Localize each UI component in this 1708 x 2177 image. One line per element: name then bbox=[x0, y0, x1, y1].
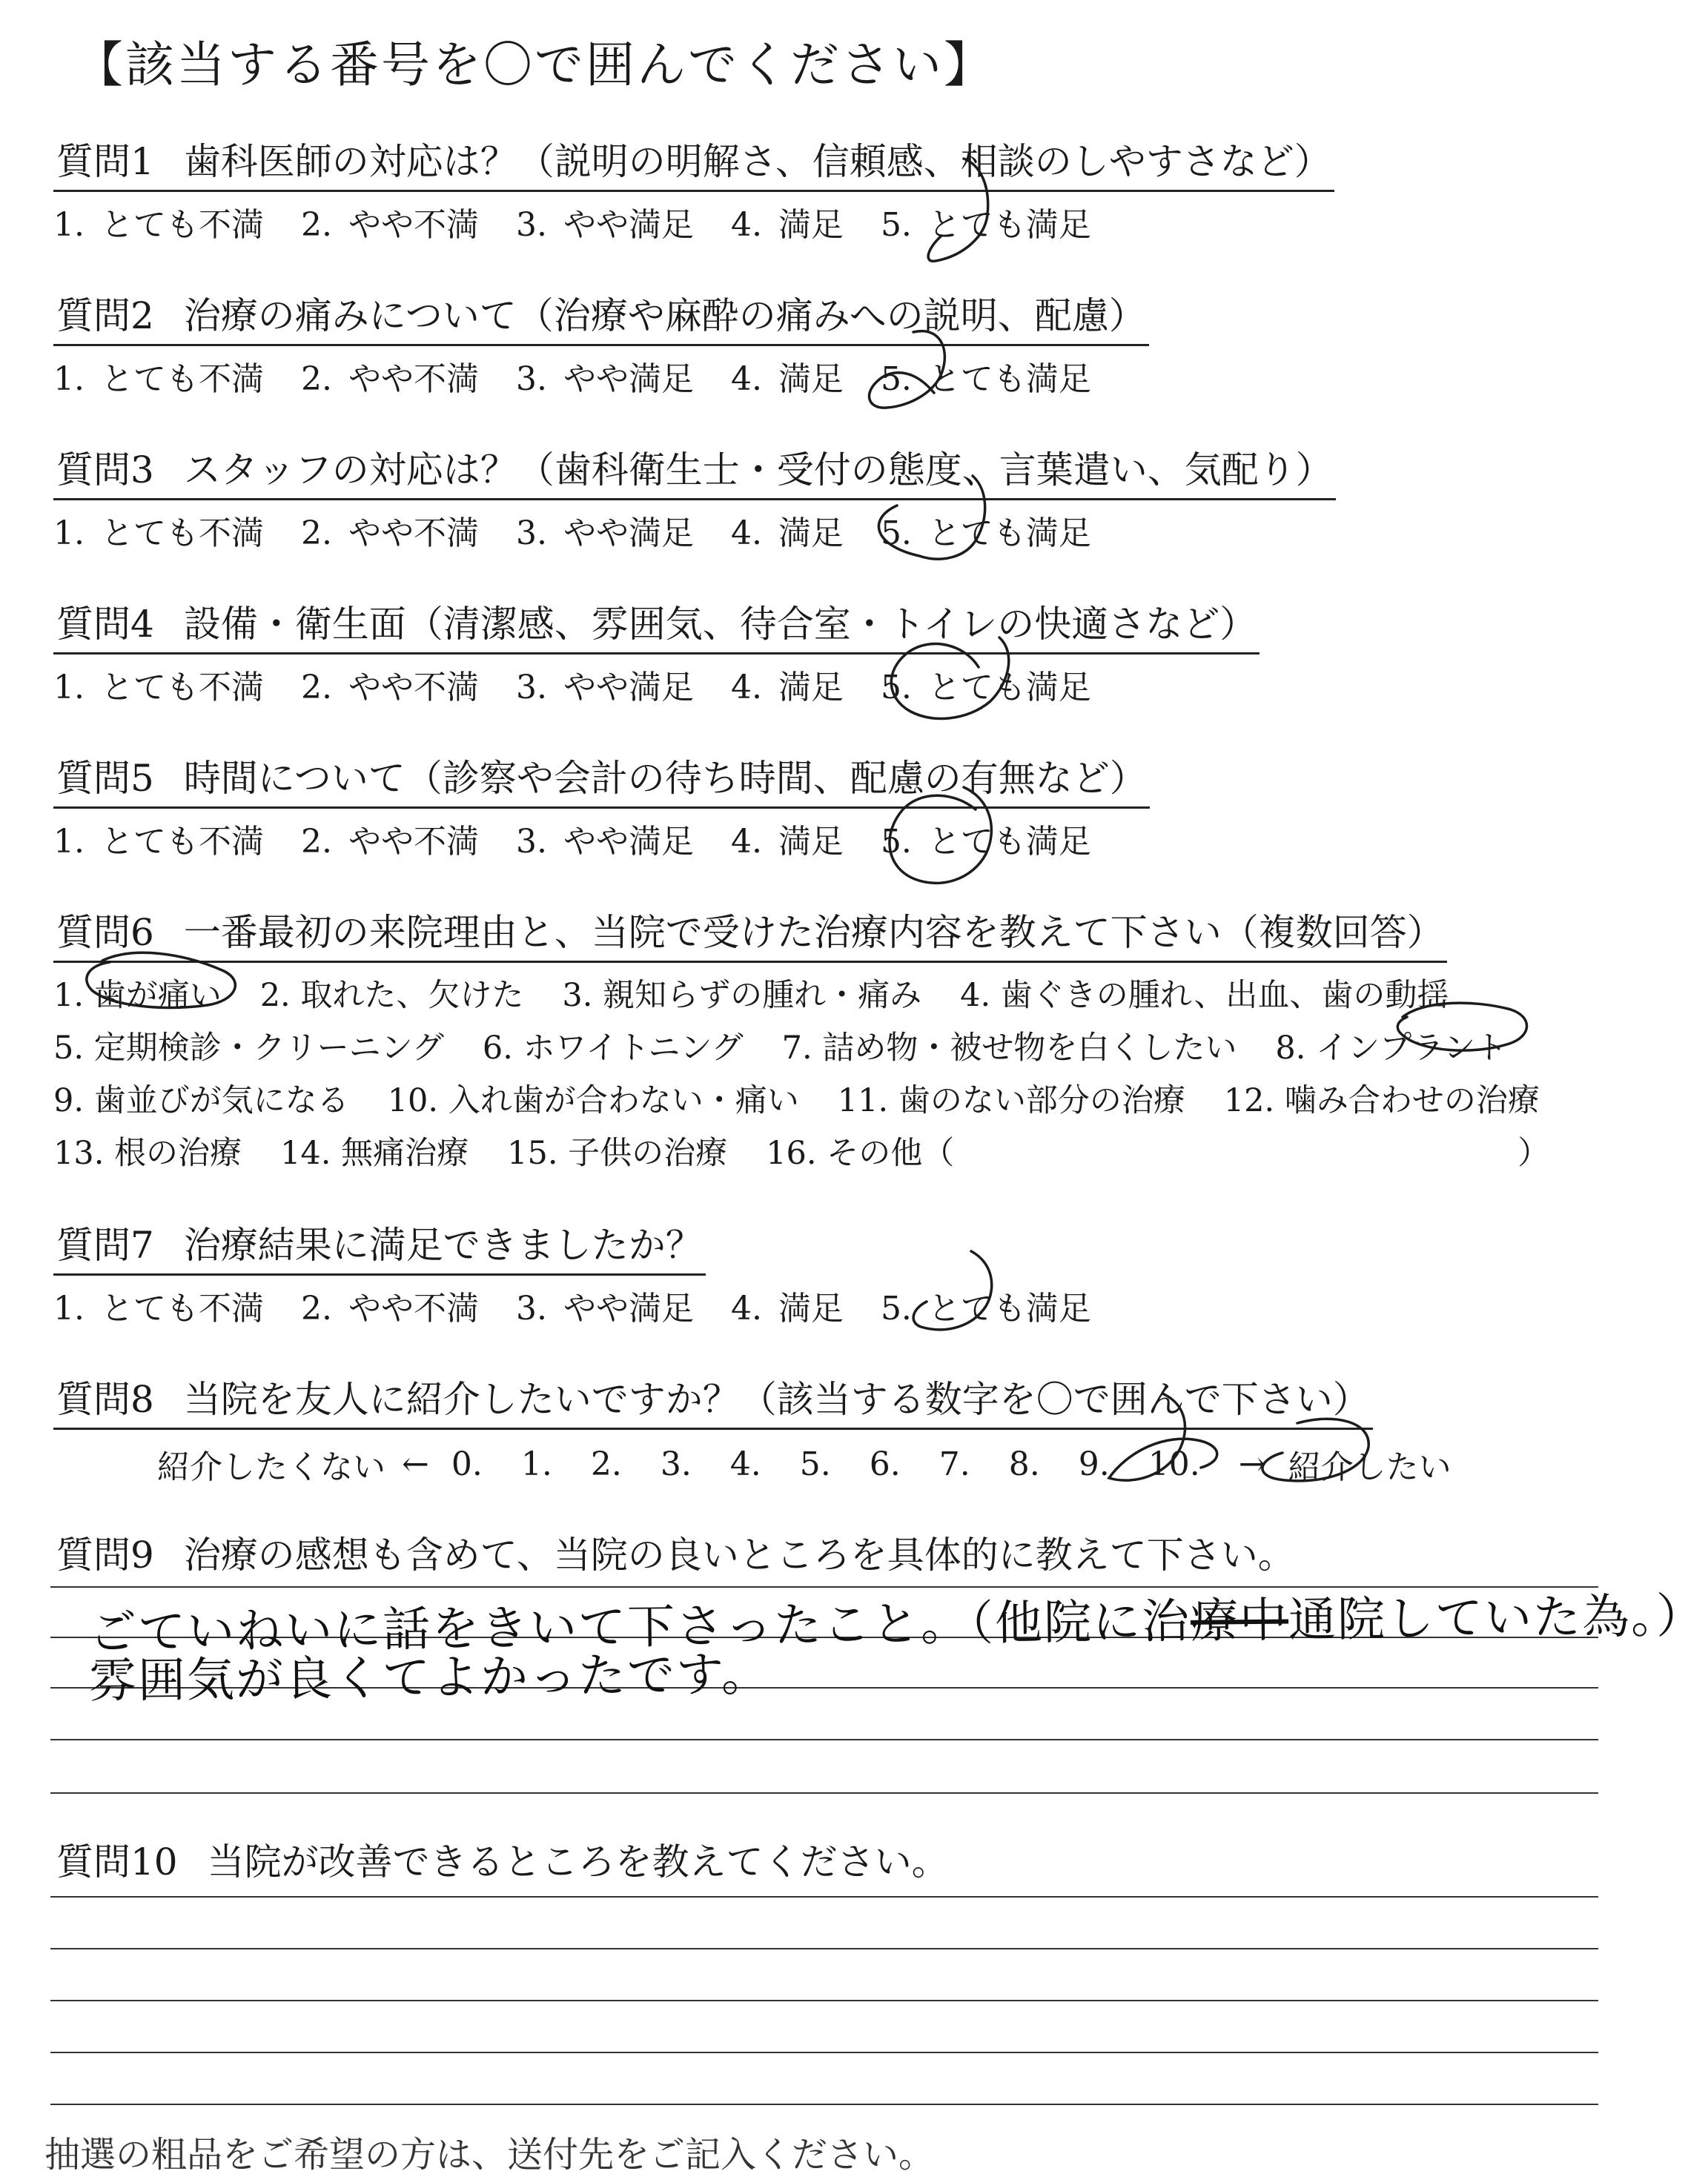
option-4[interactable]: 4. 満足 bbox=[730, 1290, 844, 1328]
question-8-number: 質問8 bbox=[56, 1378, 154, 1421]
option-2[interactable]: 2. やや不満 bbox=[300, 514, 479, 552]
question-1-number: 質問1 bbox=[56, 140, 154, 183]
option-2[interactable]: 2. やや不満 bbox=[300, 1290, 479, 1328]
question-9-number: 質問9 bbox=[56, 1534, 154, 1577]
question-7-heading bbox=[53, 1216, 706, 1276]
question-4-number: 質問4 bbox=[56, 603, 154, 646]
question-9 bbox=[53, 1525, 1298, 1583]
answer-line-10-1 bbox=[50, 1896, 1598, 1898]
option-3[interactable]: 3. やや満足 bbox=[515, 514, 694, 552]
reason-option-7[interactable]: 7. 詰め物・被せ物を白くしたい bbox=[781, 1030, 1237, 1067]
question-4-heading bbox=[53, 594, 1260, 655]
option-4[interactable]: 4. 満足 bbox=[730, 669, 844, 706]
reason-option-6[interactable]: 6. ホワイトニング bbox=[482, 1030, 744, 1067]
footer-note: 抽選の粗品をご希望の方は、送付先をご記入ください。 bbox=[44, 2134, 935, 2176]
question-10 bbox=[53, 1832, 952, 1890]
question-3 bbox=[53, 440, 1336, 554]
reason-option-11[interactable]: 11. 歯のない部分の治療 bbox=[837, 1082, 1185, 1119]
option-3[interactable]: 3. やや満足 bbox=[515, 669, 694, 706]
question-4-options bbox=[53, 660, 1260, 708]
option-3[interactable]: 3. やや満足 bbox=[515, 360, 694, 398]
handwritten-answer-line-1: ごていねいに話をきいて下さったこと。（他院に治療中通院していた為。） bbox=[88, 1588, 1706, 1661]
question-5-text: 時間について（診察や会計の待ち時間、配慮の有無など） bbox=[183, 757, 1147, 800]
option-4[interactable]: 4. 満足 bbox=[730, 206, 844, 244]
question-1 bbox=[53, 132, 1334, 245]
question-6-row-2 bbox=[53, 1023, 1588, 1068]
answer-line-10-4 bbox=[50, 2052, 1598, 2053]
reason-option-14[interactable]: 14. 無痛治療 bbox=[280, 1135, 469, 1172]
scale-option-10[interactable]: 10. bbox=[1148, 1445, 1200, 1483]
question-4-text: 設備・衛生面（清潔感、雰囲気、待合室・トイレの快適さなど） bbox=[183, 603, 1257, 646]
option-1[interactable]: 1. とても不満 bbox=[53, 1290, 264, 1328]
question-6-row-1 bbox=[53, 970, 1588, 1015]
option-3[interactable]: 3. やや満足 bbox=[515, 1290, 694, 1328]
answer-line-10-2 bbox=[50, 1948, 1598, 1949]
question-3-heading bbox=[53, 440, 1336, 500]
question-2-heading bbox=[53, 286, 1149, 346]
question-9-text: 治療の感想も含めて、当院の良いところを具体的に教えて下さい。 bbox=[183, 1534, 1295, 1577]
scale-option-7[interactable]: 7. bbox=[939, 1445, 970, 1483]
other-close-paren: ） bbox=[1517, 1135, 1550, 1172]
scale-option-5[interactable]: 5. bbox=[799, 1445, 831, 1483]
option-1[interactable]: 1. とても不満 bbox=[53, 823, 264, 861]
reason-option-8[interactable]: 8. インプラント bbox=[1275, 1030, 1508, 1067]
option-5[interactable]: 5. とても満足 bbox=[880, 1290, 1091, 1328]
question-7-text: 治療結果に満足できましたか？ bbox=[183, 1224, 703, 1267]
question-8-text: 当院を友人に紹介したいですか？（該当する数字を〇で囲んで下さい） bbox=[183, 1378, 1370, 1421]
question-10-number: 質問10 bbox=[56, 1840, 178, 1883]
option-1[interactable]: 1. とても不満 bbox=[53, 360, 264, 398]
option-5[interactable]: 5. とても満足 bbox=[880, 823, 1091, 861]
question-3-text: スタッフの対応は？（歯科衛生士・受付の態度、言葉遣い、気配り） bbox=[183, 448, 1333, 491]
question-5 bbox=[53, 749, 1150, 862]
option-2[interactable]: 2. やや不満 bbox=[300, 669, 479, 706]
question-3-number: 質問3 bbox=[56, 448, 154, 491]
option-1[interactable]: 1. とても不満 bbox=[53, 206, 264, 244]
referral-left-label: 紹介したくない bbox=[157, 1448, 385, 1486]
reason-option-15[interactable]: 15. 子供の治療 bbox=[507, 1135, 728, 1172]
reason-option-2[interactable]: 2. 取れた、欠けた bbox=[259, 977, 524, 1014]
option-2[interactable]: 2. やや不満 bbox=[300, 823, 479, 861]
reason-option-3[interactable]: 3. 親知らずの腫れ・痛み bbox=[562, 977, 922, 1014]
question-9-heading bbox=[53, 1525, 1298, 1583]
scale-option-2[interactable]: 2. bbox=[590, 1445, 622, 1483]
reason-option-9[interactable]: 9. 歯並びが気になる bbox=[53, 1082, 349, 1119]
right-arrow-icon: → bbox=[1238, 1445, 1266, 1483]
question-2-options bbox=[53, 352, 1149, 400]
question-5-heading bbox=[53, 749, 1150, 809]
question-7-options bbox=[53, 1282, 1128, 1329]
left-arrow-icon: ← bbox=[402, 1445, 429, 1483]
scale-option-4[interactable]: 4. bbox=[729, 1445, 761, 1483]
handwritten-answer-line-2: 雰囲気が良くてよかったです。 bbox=[88, 1647, 771, 1709]
option-3[interactable]: 3. やや満足 bbox=[515, 823, 694, 861]
question-6 bbox=[53, 903, 1588, 1173]
question-8-heading bbox=[53, 1370, 1373, 1430]
option-5[interactable]: 5. とても満足 bbox=[880, 669, 1091, 706]
question-6-row-3 bbox=[53, 1076, 1588, 1121]
question-2 bbox=[53, 286, 1149, 400]
scale-option-8[interactable]: 8. bbox=[1008, 1445, 1040, 1483]
question-3-options bbox=[53, 506, 1336, 554]
answer-line-10-5 bbox=[50, 2104, 1598, 2105]
referral-scale bbox=[157, 1440, 1468, 1488]
question-10-text: 当院が改善できるところを教えてください。 bbox=[207, 1840, 949, 1883]
option-5[interactable]: 5. とても満足 bbox=[880, 360, 1091, 398]
question-10-heading bbox=[53, 1832, 952, 1890]
scale-option-9[interactable]: 9. bbox=[1078, 1445, 1110, 1483]
reason-option-1[interactable]: 1. 歯が痛い bbox=[53, 977, 222, 1014]
question-5-number: 質問5 bbox=[56, 757, 154, 800]
reason-option-16[interactable]: 16. その他（ bbox=[766, 1135, 955, 1172]
answer-line-9-5 bbox=[50, 1792, 1598, 1794]
question-5-options bbox=[53, 815, 1150, 862]
scale-option-0[interactable]: 0. bbox=[451, 1445, 483, 1483]
question-7-number: 質問7 bbox=[56, 1224, 154, 1267]
answer-line-10-3 bbox=[50, 2000, 1598, 2001]
question-4 bbox=[53, 594, 1260, 708]
option-2[interactable]: 2. やや不満 bbox=[300, 206, 479, 244]
question-2-text: 治療の痛みについて（治療や麻酔の痛みへの説明、配慮） bbox=[183, 294, 1146, 337]
option-5[interactable]: 5. とても満足 bbox=[880, 206, 1091, 244]
reason-option-4[interactable]: 4. 歯ぐきの腫れ、出血、歯の動揺 bbox=[960, 977, 1449, 1014]
question-1-options bbox=[53, 198, 1334, 245]
reason-option-5[interactable]: 5. 定期検診・クリーニング bbox=[53, 1030, 444, 1067]
question-1-heading bbox=[53, 132, 1334, 192]
scale-option-6[interactable]: 6. bbox=[869, 1445, 901, 1483]
question-6-heading bbox=[53, 903, 1447, 963]
reason-option-13[interactable]: 13. 根の治療 bbox=[53, 1135, 242, 1172]
scale-option-3[interactable]: 3. bbox=[660, 1445, 692, 1483]
question-6-row-4 bbox=[53, 1128, 1588, 1173]
option-1[interactable]: 1. とても不満 bbox=[53, 514, 264, 552]
question-6-number: 質問6 bbox=[56, 911, 154, 954]
reason-option-12[interactable]: 12. 噛み合わせの治療 bbox=[1223, 1082, 1540, 1119]
scale-option-1[interactable]: 1. bbox=[520, 1445, 552, 1483]
reason-option-10[interactable]: 10. 入れ歯が合わない・痛い bbox=[387, 1082, 799, 1119]
option-4[interactable]: 4. 満足 bbox=[730, 360, 844, 398]
question-2-number: 質問2 bbox=[56, 294, 154, 337]
option-3[interactable]: 3. やや満足 bbox=[515, 206, 694, 244]
option-2[interactable]: 2. やや不満 bbox=[300, 360, 479, 398]
option-1[interactable]: 1. とても不満 bbox=[53, 669, 264, 706]
question-7 bbox=[53, 1216, 1128, 1329]
option-5[interactable]: 5. とても満足 bbox=[880, 514, 1091, 552]
page-title: 【該当する番号を〇で囲んでください】 bbox=[74, 36, 995, 93]
option-4[interactable]: 4. 満足 bbox=[730, 823, 844, 861]
question-8 bbox=[53, 1370, 1468, 1488]
option-4[interactable]: 4. 満足 bbox=[730, 514, 844, 552]
question-6-text: 一番最初の来院理由と、当院で受けた治療内容を教えて下さい（複数回答） bbox=[183, 911, 1444, 954]
question-1-text: 歯科医師の対応は？（説明の明解さ、信頼感、相談のしやすさなど） bbox=[183, 140, 1331, 183]
answer-line-9-4 bbox=[50, 1739, 1598, 1740]
referral-right-label: 紹介したい bbox=[1288, 1448, 1452, 1486]
